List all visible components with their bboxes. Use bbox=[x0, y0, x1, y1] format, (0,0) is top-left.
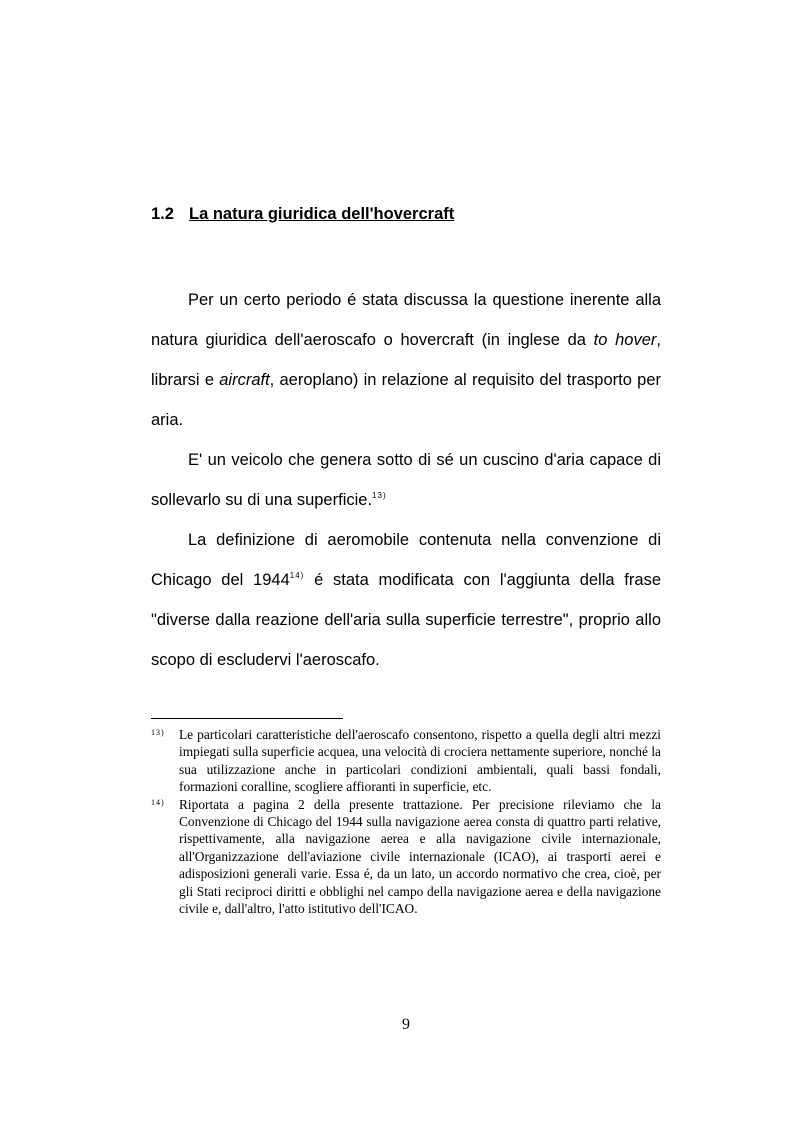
italic-term: to hover bbox=[593, 331, 657, 349]
section-heading bbox=[151, 205, 454, 224]
paragraph bbox=[151, 520, 661, 680]
paragraph-text: é stata modificata con l'aggiunta della frase "diverse dalla reazione dell'aria sulla superficie terrestre", proprio allo scopo di escludervi l'aeroscafo. bbox=[151, 571, 661, 669]
footnote-number: 14) bbox=[151, 797, 165, 807]
paragraph-text: , aeroplano) in relazione al requisito del trasporto per aria. bbox=[151, 371, 661, 429]
section-title: La natura giuridica dell'hovercraft bbox=[189, 205, 455, 223]
italic-term: aircraft bbox=[219, 371, 270, 389]
paragraph-text: , librarsi e bbox=[151, 331, 661, 389]
footnote-item bbox=[151, 726, 661, 796]
paragraph-text: E' un veicolo che genera sotto di sé un cuscino d'aria capace di sollevarlo su di una superficie. bbox=[151, 451, 661, 509]
footnote-text: Riportata a pagina 2 della presente trattazione. Per precisione rileviamo che la Convenzione di Chicago del 1944 sulla navigazione aerea consta di quattro parti relative, rispettivamente, alla navigazione aerea e alla navigazione civile internazionale, all'Organizzazione dell'aviazione civile internazionale (ICAO), ai trasporti aerei e adisposizioni generali varie. Essa é, da un lato, un accordo normativo che crea, cioè, per gli Stati reciproci diritti e obblighi nel campo della navigazione aerea e della navigazione civile e, dall'altro, l'atto istitutivo dell'ICAO. bbox=[179, 796, 661, 917]
section-number: 1.2 bbox=[151, 205, 174, 223]
footnote-divider bbox=[151, 718, 343, 719]
paragraph bbox=[151, 440, 661, 520]
paragraph-text: Per un certo periodo é stata discussa la questione inerente alla natura giuridica dell'aeroscafo o hovercraft (in inglese da bbox=[151, 291, 661, 349]
footnote-reference[interactable]: 13) bbox=[372, 491, 387, 500]
footnote-item bbox=[151, 796, 661, 918]
footnote-reference[interactable]: 14) bbox=[289, 571, 305, 580]
footnote-text: Le particolari caratteristiche dell'aeroscafo consentono, rispetto a quella degli altri mezzi impiegati sulla superficie acquea, una velocità di crociera nettamente superiore, nonché la sua utilizzazione anche in particolari condizioni ambientali, quali bassi fondali, formazioni coralline, scogliere affioranti in superficie, etc. bbox=[179, 727, 661, 795]
footnote-number: 13) bbox=[151, 728, 165, 737]
footnotes bbox=[151, 726, 661, 917]
paragraph bbox=[151, 280, 661, 440]
body-text bbox=[151, 280, 661, 680]
page-number: 9 bbox=[402, 1016, 410, 1033]
paragraph-text: La definizione di aeromobile contenuta nella convenzione di Chicago del 1944 bbox=[151, 531, 661, 589]
